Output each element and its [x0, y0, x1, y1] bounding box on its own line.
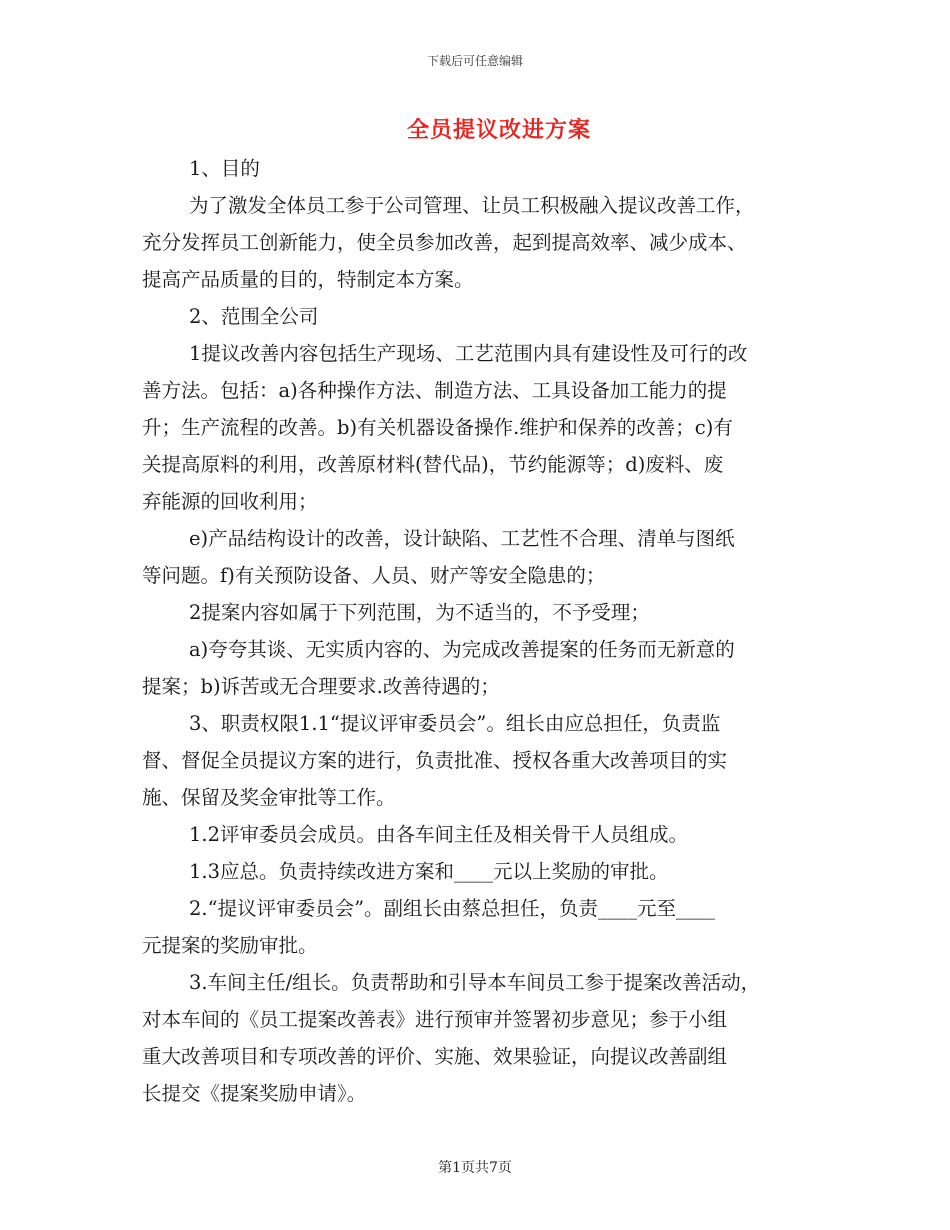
paragraph-line: 1.2评审委员会成员。由各车间主任及相关骨干人员组成。	[189, 823, 689, 846]
paragraph-line: 充分发挥员工创新能力，使全员参加改善，起到提高效率、减少成本、	[142, 231, 747, 254]
paragraph-line: 元提案的奖励审批。	[142, 934, 318, 957]
page-footer: 第1页共7页	[438, 1160, 512, 1176]
paragraph-line: 弃能源的回收利用；	[142, 490, 318, 513]
paragraph-line: 施、保留及奖金审批等工作。	[142, 786, 396, 809]
paragraph-line: 提高产品质量的目的，特制定本方案。	[142, 268, 474, 291]
paragraph-line: 对本车间的《员工提案改善表》进行预审并签署初步意见；参于小组	[142, 1008, 728, 1031]
paragraph-line: 长提交《提案奖励申请》。	[142, 1082, 367, 1105]
paragraph-line: 3、职责权限1.1“提议评审委员会”。组长由应总担任，负责监	[189, 712, 721, 735]
paragraph-line: a)夸夸其谈、无实质内容的、为完成改善提案的任务而无新意的	[189, 638, 735, 661]
paragraph-line: 等问题。f)有关预防设备、人员、财产等安全隐患的；	[142, 564, 606, 587]
paragraph-line: 升；生产流程的改善。b)有关机器设备操作.维护和保养的改善；c)有	[142, 416, 733, 439]
paragraph-line: 为了激发全体员工参于公司管理、让员工积极融入提议改善工作，	[189, 194, 755, 217]
document-title: 全员提议改进方案	[406, 117, 591, 143]
paragraph-line: 2提案内容如属于下列范围，为不适当的，不予受理；	[189, 601, 650, 624]
paragraph-line: 1、目的	[189, 157, 260, 180]
paragraph-line: 关提高原料的利用，改善原材料(替代品)，节约能源等；d)废料、废	[142, 453, 724, 476]
paragraph-line: e)产品结构设计的改善，设计缺陷、工艺性不合理、清单与图纸	[189, 527, 735, 550]
paragraph-line: 3.车间主任/组长。负责帮助和引导本车间员工参于提案改善活动，	[189, 971, 761, 994]
paragraph-line: 提案；b)诉苦或无合理要求.改善待遇的；	[142, 675, 500, 698]
paragraph-line: 1.3应总。负责持续改进方案和____元以上奖励的审批。	[189, 860, 669, 883]
paragraph-line: 2.“提议评审委员会”。副组长由蔡总担任，负责____元至____	[189, 897, 716, 920]
paragraph-line: 善方法。包括：a)各种操作方法、制造方法、工具设备加工能力的提	[142, 379, 727, 402]
paragraph-line: 重大改善项目和专项改善的评价、实施、效果验证，向提议改善副组	[142, 1045, 728, 1068]
paragraph-line: 2、范围全公司	[189, 305, 319, 328]
document-body	[142, 150, 822, 1112]
paragraph-line: 1提议改善内容包括生产现场、工艺范围内具有建设性及可行的改	[189, 342, 748, 365]
paragraph-line: 督、督促全员提议方案的进行，负责批准、授权各重大改善项目的实	[142, 749, 728, 772]
page-header: 下载后可任意编辑	[426, 54, 523, 68]
